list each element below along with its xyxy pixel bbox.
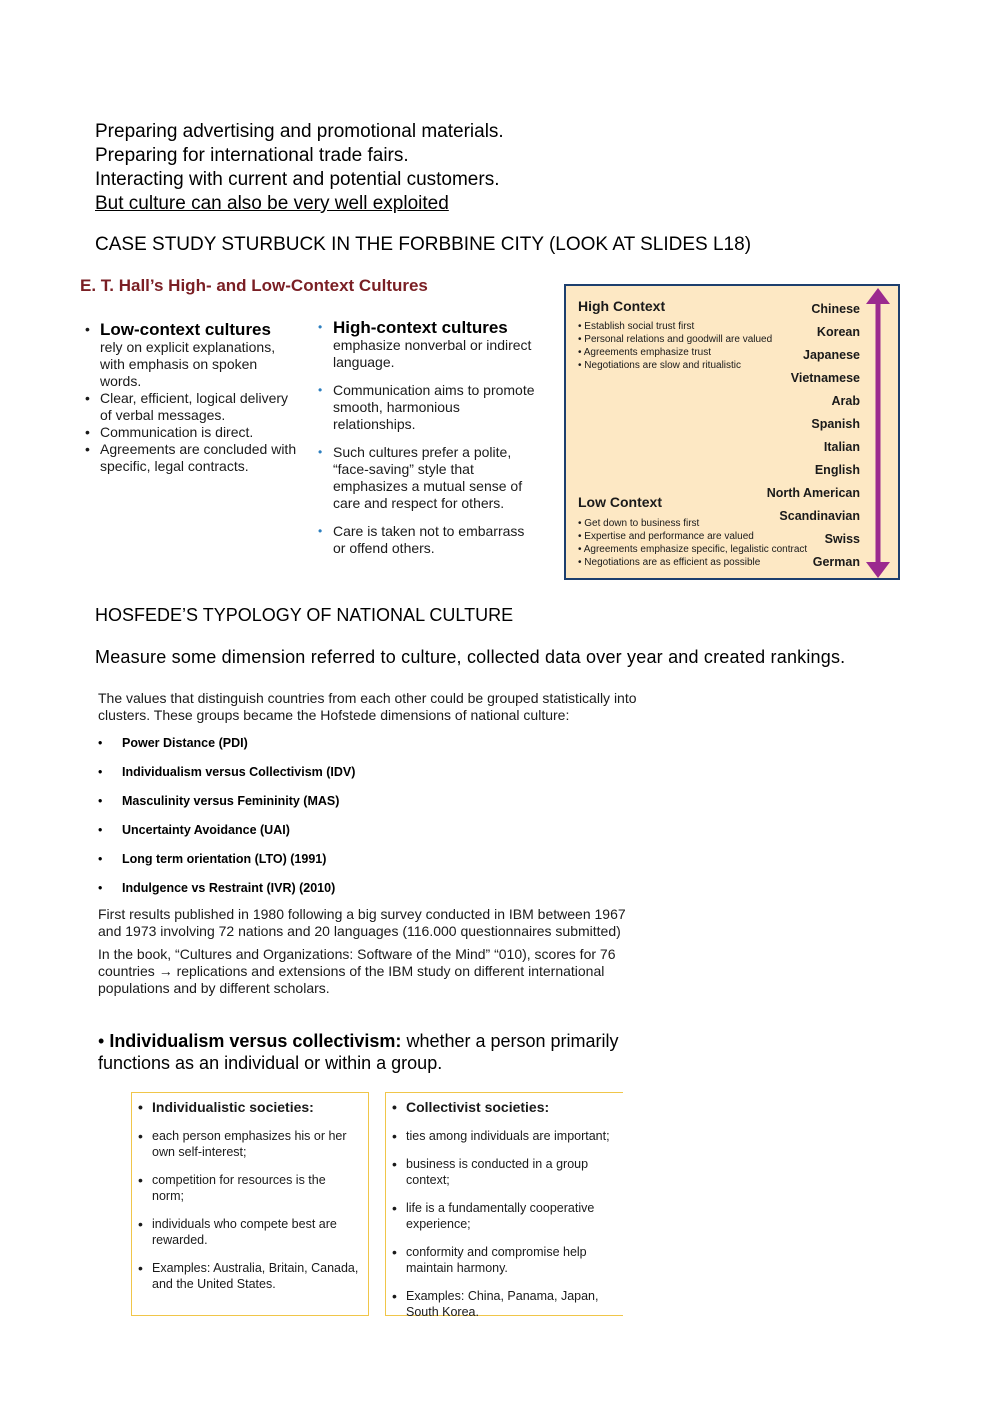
context-continuum-box (564, 284, 900, 580)
ivc-description: whether a person primarily functions as an individual or within a group. (98, 1031, 619, 1073)
intro-line: Preparing for international trade fairs. (95, 145, 409, 166)
book-paragraph: In the book, “Cultures and Organizations: Software of the Mind” “010), scores for 76 countries → replications and extensions of the IBM study on different international populations and by different scholars. (98, 946, 616, 996)
intro-line: Interacting with current and potential customers. (95, 169, 500, 190)
country-label: Japanese (803, 348, 860, 362)
country-label: Italian (823, 440, 860, 454)
collectivist-panel (385, 1092, 623, 1319)
country-label: North American (766, 486, 860, 500)
intro-lines (95, 120, 504, 216)
dimension-item: • Power Distance (PDI) (98, 736, 355, 765)
individualistic-heading: • Individualistic societies: (132, 1099, 360, 1115)
low-context-box-point: • Expertise and performance are valued (578, 531, 754, 542)
collectivist-point: • life is a fundamentally cooperative experience; (386, 1200, 619, 1232)
country-label: Vietnamese (790, 371, 860, 385)
high-context-box-point: • Negotiations are slow and ritualistic (578, 360, 742, 371)
individualistic-point: • Examples: Australia, Britain, Canada, and the United States. (132, 1260, 360, 1292)
high-context-point: • Communication aims to promote smooth, harmonious relationships. (315, 382, 535, 433)
individualistic-point: • individuals who compete best are rewarded. (132, 1216, 360, 1248)
hofstede-intro-paragraph: The values that distinguish countries from each other could be grouped statistically into clusters. These groups became the Hofstede dimensions of national culture: (98, 690, 637, 723)
case-study-heading: CASE STUDY STURBUCK IN THE FORBBINE CITY (LOOK AT SLIDES L18) (95, 234, 752, 255)
high-context-box-point: • Agreements emphasize trust (578, 347, 712, 358)
country-label: Spanish (811, 417, 860, 431)
low-context-point: • Agreements are concluded with specific, legal contracts. (82, 441, 302, 475)
country-label: Arab (831, 394, 860, 408)
dimension-item: • Masculinity versus Femininity (MAS) (98, 794, 355, 823)
low-context-column (82, 321, 302, 475)
collectivist-point: • business is conducted in a group context; (386, 1156, 619, 1188)
high-context-intro (315, 319, 535, 371)
collectivist-heading: • Collectivist societies: (386, 1099, 619, 1115)
high-context-heading: High-context cultures (333, 318, 508, 337)
double-arrow-icon (866, 288, 890, 578)
high-context-column (315, 319, 535, 568)
collectivist-point: • ties among individuals are important; (386, 1128, 619, 1144)
individualistic-panel (131, 1092, 369, 1316)
hofstede-dimensions-list (98, 736, 355, 910)
low-context-point: • Communication is direct. (82, 424, 302, 441)
dimension-item: • Uncertainty Avoidance (UAI) (98, 823, 355, 852)
high-context-points (578, 320, 772, 372)
individualism-collectivism-bullet (98, 1030, 658, 1074)
intro-line: Preparing advertising and promotional materials. (95, 121, 504, 142)
low-context-heading: Low-context cultures (100, 320, 271, 339)
collectivist-point: • Examples: China, Panama, Japan, South Korea. (386, 1288, 619, 1320)
country-label: Scandinavian (779, 509, 860, 523)
dimension-item: • Long term orientation (LTO) (1991) (98, 852, 355, 881)
country-label: Swiss (824, 532, 860, 546)
country-label: Korean (816, 325, 860, 339)
hall-slide-title: E. T. Hall’s High- and Low-Context Cultures (80, 276, 428, 295)
dimension-item: • Indulgence vs Restraint (IVR) (2010) (98, 881, 355, 910)
high-context-box-point: • Establish social trust first (578, 321, 695, 332)
ivc-bold-heading: Individualism versus collectivism: (109, 1031, 402, 1051)
low-context-box-point: • Negotiations are as efficient as possible (578, 557, 761, 568)
first-results-paragraph: First results published in 1980 following a big survey conducted in IBM between 1967 and 1973 involving 72 nations and 20 languages (116.000 questionnaires submitted) (98, 906, 626, 939)
bullet-glyph: • (98, 1031, 110, 1051)
collectivist-point: • conformity and compromise help maintain harmony. (386, 1244, 619, 1276)
dimension-item: • Individualism versus Collectivism (IDV) (98, 765, 355, 794)
country-label: German (812, 555, 860, 569)
low-context-point: • Clear, efficient, logical delivery of verbal messages. (82, 390, 302, 424)
low-context-title: Low Context (578, 494, 662, 510)
country-label: English (814, 463, 860, 477)
high-context-point: • Such cultures prefer a polite, “face-saving” style that emphasizes a mutual sense of care and respect for others. (315, 444, 535, 512)
individualistic-point: • each person emphasizes his or her own self-interest; (132, 1128, 360, 1160)
low-context-points (578, 517, 807, 569)
hofstede-measure-text: Measure some dimension referred to culture, collected data over year and created rankings. (95, 647, 846, 667)
low-context-description: rely on explicit explanations, with emphasis on spoken words. (100, 339, 276, 389)
low-context-intro (82, 321, 302, 390)
high-context-description: emphasize nonverbal or indirect language. (333, 337, 532, 370)
intro-underlined-line: But culture can also be very well exploited (95, 193, 449, 214)
country-label: Chinese (811, 302, 860, 316)
hofstede-heading: HOSFEDE’S TYPOLOGY OF NATIONAL CULTURE (95, 605, 514, 625)
low-context-box-point: • Get down to business first (578, 518, 700, 529)
individualistic-point: • competition for resources is the norm; (132, 1172, 360, 1204)
high-context-box-point: • Personal relations and goodwill are valued (578, 334, 773, 345)
high-context-point: • Care is taken not to embarrass or offend others. (315, 523, 535, 557)
low-context-box-point: • Agreements emphasize specific, legalistic contract (578, 544, 808, 555)
high-context-title: High Context (578, 298, 666, 314)
